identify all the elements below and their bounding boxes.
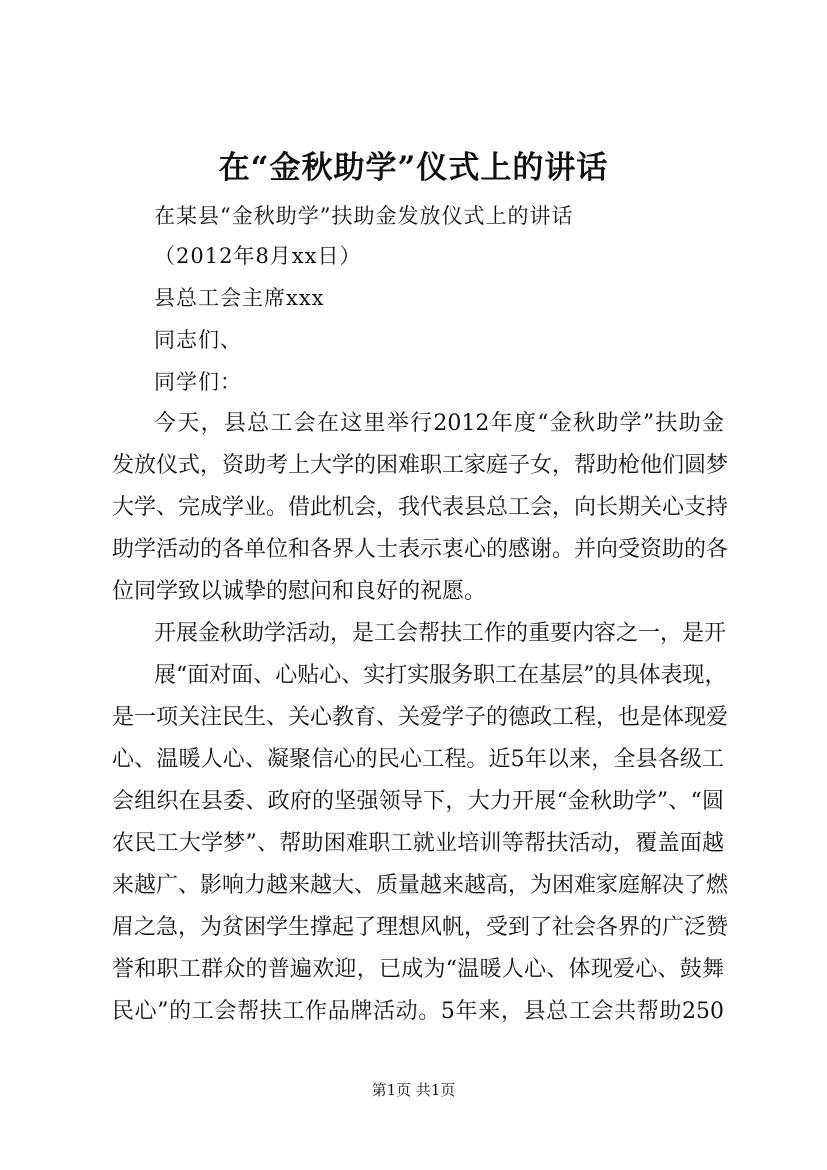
salutation-comrades: 同志们、 xyxy=(154,328,242,352)
speaker-line: 县总工会主席xxx xyxy=(154,286,325,310)
paragraph-1-line: 大学、完成学业。借此机会，我代表县总工会，向长期关心支持 xyxy=(112,495,729,520)
document-date: （2012年8月xx日） xyxy=(154,244,362,268)
document-subtitle: 在某县“金秋助学”扶助金发放仪式上的讲话 xyxy=(154,204,574,228)
paragraph-1-line: 位同学致以诚挚的慰问和良好的祝愿。 xyxy=(112,579,487,604)
paragraph-2-line: 是一项关注民生、关心教育、关爱学子的德政工程，也是体现爱 xyxy=(112,705,729,730)
paragraph-2-line: 农民工大学梦”、帮助困难职工就业培训等帮扶活动，覆盖面越 xyxy=(112,831,724,856)
paragraph-2-line: 展“面对面、心贴心、实打实服务职工在基层”的具体表现， xyxy=(154,663,727,688)
paragraph-2-line: 誉和职工群众的普遍欢迎，已成为“温暖人心、体现爱心、鼓舞 xyxy=(112,957,724,982)
paragraph-1-line: 助学活动的各单位和各界人士表示衷心的感谢。并向受资助的各 xyxy=(112,537,729,562)
paragraph-2-line: 开展金秋助学活动，是工会帮扶工作的重要内容之一，是开 xyxy=(154,621,727,646)
paragraph-1-line: 发放仪式，资助考上大学的困难职工家庭子女，帮助枪他们圆梦 xyxy=(112,453,729,478)
document-title: 在“金秋助学”仪式上的讲话 xyxy=(218,150,609,186)
paragraph-2-line: 眉之急，为贫困学生撑起了理想风帆，受到了社会各界的广泛赞 xyxy=(112,915,729,940)
paragraph-1-line: 今天，县总工会在这里举行2012年度“金秋助学”扶助金 xyxy=(154,411,724,436)
paragraph-2-line: 心、温暖人心、凝聚信心的民心工程。近5年以来，全县各级工 xyxy=(112,747,724,772)
page-number-footer: 第1页 共1页 xyxy=(371,1081,456,1099)
salutation-students: 同学们： xyxy=(154,370,242,394)
paragraph-2-line: 民心”的工会帮扶工作品牌活动。5年来，县总工会共帮助250 xyxy=(112,999,724,1024)
paragraph-2-line: 会组织在县委、政府的坚强领导下，大力开展“金秋助学”、“圆 xyxy=(112,789,724,814)
paragraph-2-line: 来越广、影响力越来越大、质量越来越高，为困难家庭解决了燃 xyxy=(112,873,729,898)
